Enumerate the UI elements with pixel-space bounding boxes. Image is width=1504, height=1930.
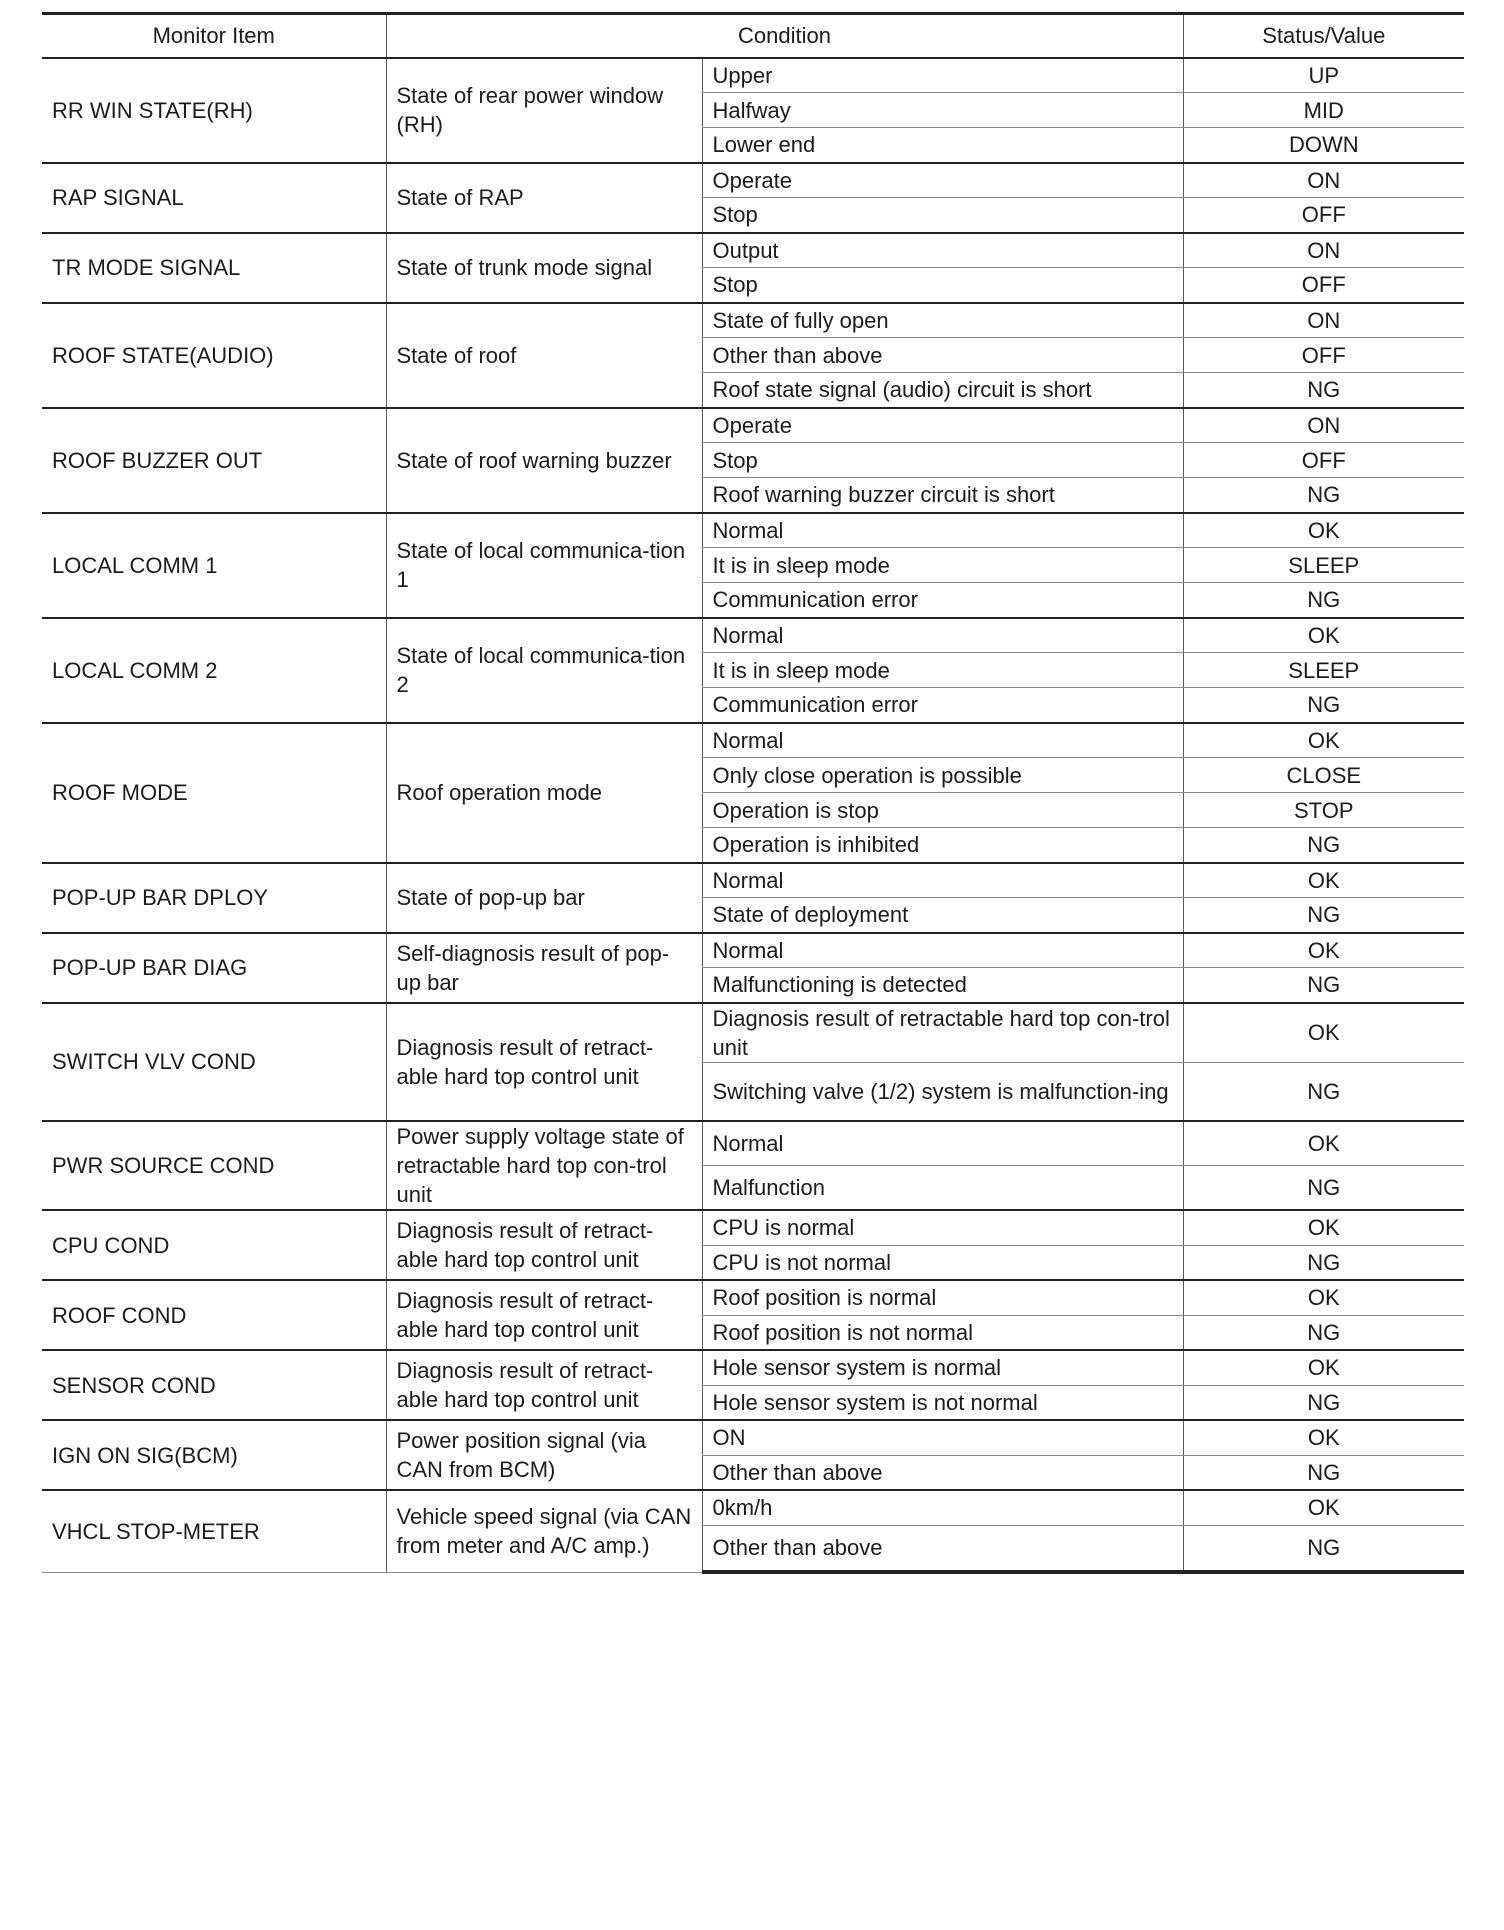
status-value: OK <box>1183 933 1464 968</box>
monitor-item-name: POP-UP BAR DPLOY <box>42 863 386 933</box>
condition-detail: Communication error <box>702 688 1183 723</box>
condition-description: Vehicle speed signal (via CAN from meter and A/C amp.) <box>386 1490 702 1572</box>
condition-detail: Halfway <box>702 93 1183 128</box>
condition-detail: Roof warning buzzer circuit is short <box>702 478 1183 513</box>
condition-detail: Other than above <box>702 338 1183 373</box>
status-value: ON <box>1183 303 1464 338</box>
condition-detail: Output <box>702 233 1183 268</box>
condition-detail: Communication error <box>702 583 1183 618</box>
status-value: OFF <box>1183 338 1464 373</box>
status-value: NG <box>1183 373 1464 408</box>
condition-detail: Stop <box>702 268 1183 303</box>
monitor-item-name: POP-UP BAR DIAG <box>42 933 386 1003</box>
condition-detail: Roof position is normal <box>702 1280 1183 1315</box>
status-value: NG <box>1183 828 1464 863</box>
status-value: NG <box>1183 688 1464 723</box>
condition-description: State of roof <box>386 303 702 408</box>
status-value: NG <box>1183 478 1464 513</box>
condition-detail: ON <box>702 1420 1183 1455</box>
condition-description: Power supply voltage state of retractable hard top con-trol unit <box>386 1121 702 1210</box>
status-value: NG <box>1183 1062 1464 1121</box>
status-value: OK <box>1183 513 1464 548</box>
condition-detail: Normal <box>702 933 1183 968</box>
condition-detail: 0km/h <box>702 1490 1183 1525</box>
status-value: NG <box>1183 1315 1464 1350</box>
condition-detail: Diagnosis result of retractable hard top con-trol unit <box>702 1003 1183 1063</box>
condition-detail: Operation is stop <box>702 793 1183 828</box>
condition-detail: Operate <box>702 408 1183 443</box>
condition-detail: Operation is inhibited <box>702 828 1183 863</box>
condition-description: State of trunk mode signal <box>386 233 702 303</box>
status-value: OK <box>1183 1121 1464 1166</box>
condition-detail: Hole sensor system is normal <box>702 1350 1183 1385</box>
monitor-item-name: CPU COND <box>42 1210 386 1280</box>
status-value: NG <box>1183 1525 1464 1572</box>
monitor-item-name: ROOF COND <box>42 1280 386 1350</box>
table-row <box>42 1003 1464 1063</box>
status-value: DOWN <box>1183 128 1464 163</box>
status-value: OK <box>1183 1003 1464 1063</box>
status-value: NG <box>1183 583 1464 618</box>
status-value: NG <box>1183 1166 1464 1211</box>
condition-detail: Roof state signal (audio) circuit is short <box>702 373 1183 408</box>
monitor-item-name: PWR SOURCE COND <box>42 1121 386 1210</box>
condition-description: Roof operation mode <box>386 723 702 863</box>
status-value: SLEEP <box>1183 548 1464 583</box>
status-value: NG <box>1183 1455 1464 1490</box>
condition-detail: Normal <box>702 863 1183 898</box>
condition-description: Diagnosis result of retract-able hard top control unit <box>386 1210 702 1280</box>
condition-detail: Malfunction <box>702 1166 1183 1211</box>
status-value: STOP <box>1183 793 1464 828</box>
condition-description: Diagnosis result of retract-able hard top control unit <box>386 1280 702 1350</box>
status-value: SLEEP <box>1183 653 1464 688</box>
status-value: OK <box>1183 618 1464 653</box>
header-monitor-item: Monitor Item <box>42 14 386 58</box>
status-value: UP <box>1183 58 1464 93</box>
condition-description: State of rear power window (RH) <box>386 58 702 163</box>
status-value: ON <box>1183 408 1464 443</box>
status-value: CLOSE <box>1183 758 1464 793</box>
table-row <box>42 513 1464 548</box>
header-condition: Condition <box>386 14 1183 58</box>
table-row <box>42 863 1464 898</box>
status-value: OK <box>1183 1420 1464 1455</box>
table-row <box>42 933 1464 968</box>
monitor-item-name: SWITCH VLV COND <box>42 1003 386 1122</box>
table-row <box>42 1280 1464 1315</box>
status-value: OK <box>1183 723 1464 758</box>
monitor-item-name: LOCAL COMM 2 <box>42 618 386 723</box>
condition-description: State of RAP <box>386 163 702 233</box>
condition-detail: CPU is normal <box>702 1210 1183 1245</box>
status-value: OK <box>1183 863 1464 898</box>
condition-description: Diagnosis result of retract-able hard top control unit <box>386 1003 702 1122</box>
table-row <box>42 233 1464 268</box>
header-status-value: Status/Value <box>1183 14 1464 58</box>
table-header-row <box>42 14 1464 58</box>
status-value: OK <box>1183 1490 1464 1525</box>
monitor-item-name: IGN ON SIG(BCM) <box>42 1420 386 1490</box>
monitor-item-name: ROOF MODE <box>42 723 386 863</box>
status-value: NG <box>1183 1385 1464 1420</box>
table-row <box>42 1420 1464 1455</box>
table-row <box>42 408 1464 443</box>
monitor-item-name: SENSOR COND <box>42 1350 386 1420</box>
condition-detail: Operate <box>702 163 1183 198</box>
condition-detail: Hole sensor system is not normal <box>702 1385 1183 1420</box>
monitor-item-table <box>42 12 1464 1574</box>
condition-description: Power position signal (via CAN from BCM) <box>386 1420 702 1490</box>
table-body <box>42 58 1464 1573</box>
condition-detail: Malfunctioning is detected <box>702 968 1183 1003</box>
status-value: OFF <box>1183 198 1464 233</box>
status-value: OK <box>1183 1280 1464 1315</box>
condition-detail: Normal <box>702 723 1183 758</box>
table-row <box>42 723 1464 758</box>
table-row <box>42 58 1464 93</box>
condition-detail: It is in sleep mode <box>702 548 1183 583</box>
condition-description: State of local communica-tion 1 <box>386 513 702 618</box>
condition-description: Self-diagnosis result of pop-up bar <box>386 933 702 1003</box>
status-value: MID <box>1183 93 1464 128</box>
condition-detail: CPU is not normal <box>702 1245 1183 1280</box>
monitor-item-name: RAP SIGNAL <box>42 163 386 233</box>
condition-detail: Normal <box>702 618 1183 653</box>
condition-detail: Stop <box>702 443 1183 478</box>
status-value: OFF <box>1183 268 1464 303</box>
condition-detail: Roof position is not normal <box>702 1315 1183 1350</box>
condition-description: Diagnosis result of retract-able hard top control unit <box>386 1350 702 1420</box>
condition-detail: Stop <box>702 198 1183 233</box>
table-row <box>42 163 1464 198</box>
condition-detail: State of fully open <box>702 303 1183 338</box>
status-value: OK <box>1183 1210 1464 1245</box>
table-row <box>42 1121 1464 1166</box>
table-row <box>42 618 1464 653</box>
table-row <box>42 1350 1464 1385</box>
status-value: ON <box>1183 233 1464 268</box>
condition-description: State of local communica-tion 2 <box>386 618 702 723</box>
monitor-item-name: VHCL STOP-METER <box>42 1490 386 1572</box>
monitor-item-name: ROOF STATE(AUDIO) <box>42 303 386 408</box>
condition-detail: Only close operation is possible <box>702 758 1183 793</box>
status-value: NG <box>1183 968 1464 1003</box>
condition-detail: Other than above <box>702 1455 1183 1490</box>
condition-detail: It is in sleep mode <box>702 653 1183 688</box>
status-value: NG <box>1183 898 1464 933</box>
table-row <box>42 303 1464 338</box>
monitor-item-name: RR WIN STATE(RH) <box>42 58 386 163</box>
monitor-item-name: ROOF BUZZER OUT <box>42 408 386 513</box>
condition-description: State of pop-up bar <box>386 863 702 933</box>
status-value: ON <box>1183 163 1464 198</box>
monitor-item-name: TR MODE SIGNAL <box>42 233 386 303</box>
condition-detail: Lower end <box>702 128 1183 163</box>
condition-detail: Switching valve (1/2) system is malfunction-ing <box>702 1062 1183 1121</box>
monitor-item-name: LOCAL COMM 1 <box>42 513 386 618</box>
monitor-item-document <box>42 12 1464 1574</box>
condition-detail: Normal <box>702 513 1183 548</box>
status-value: OFF <box>1183 443 1464 478</box>
status-value: OK <box>1183 1350 1464 1385</box>
condition-detail: Upper <box>702 58 1183 93</box>
table-row <box>42 1490 1464 1525</box>
condition-detail: State of deployment <box>702 898 1183 933</box>
condition-detail: Other than above <box>702 1525 1183 1572</box>
condition-description: State of roof warning buzzer <box>386 408 702 513</box>
status-value: NG <box>1183 1245 1464 1280</box>
condition-detail: Normal <box>702 1121 1183 1166</box>
table-row <box>42 1210 1464 1245</box>
